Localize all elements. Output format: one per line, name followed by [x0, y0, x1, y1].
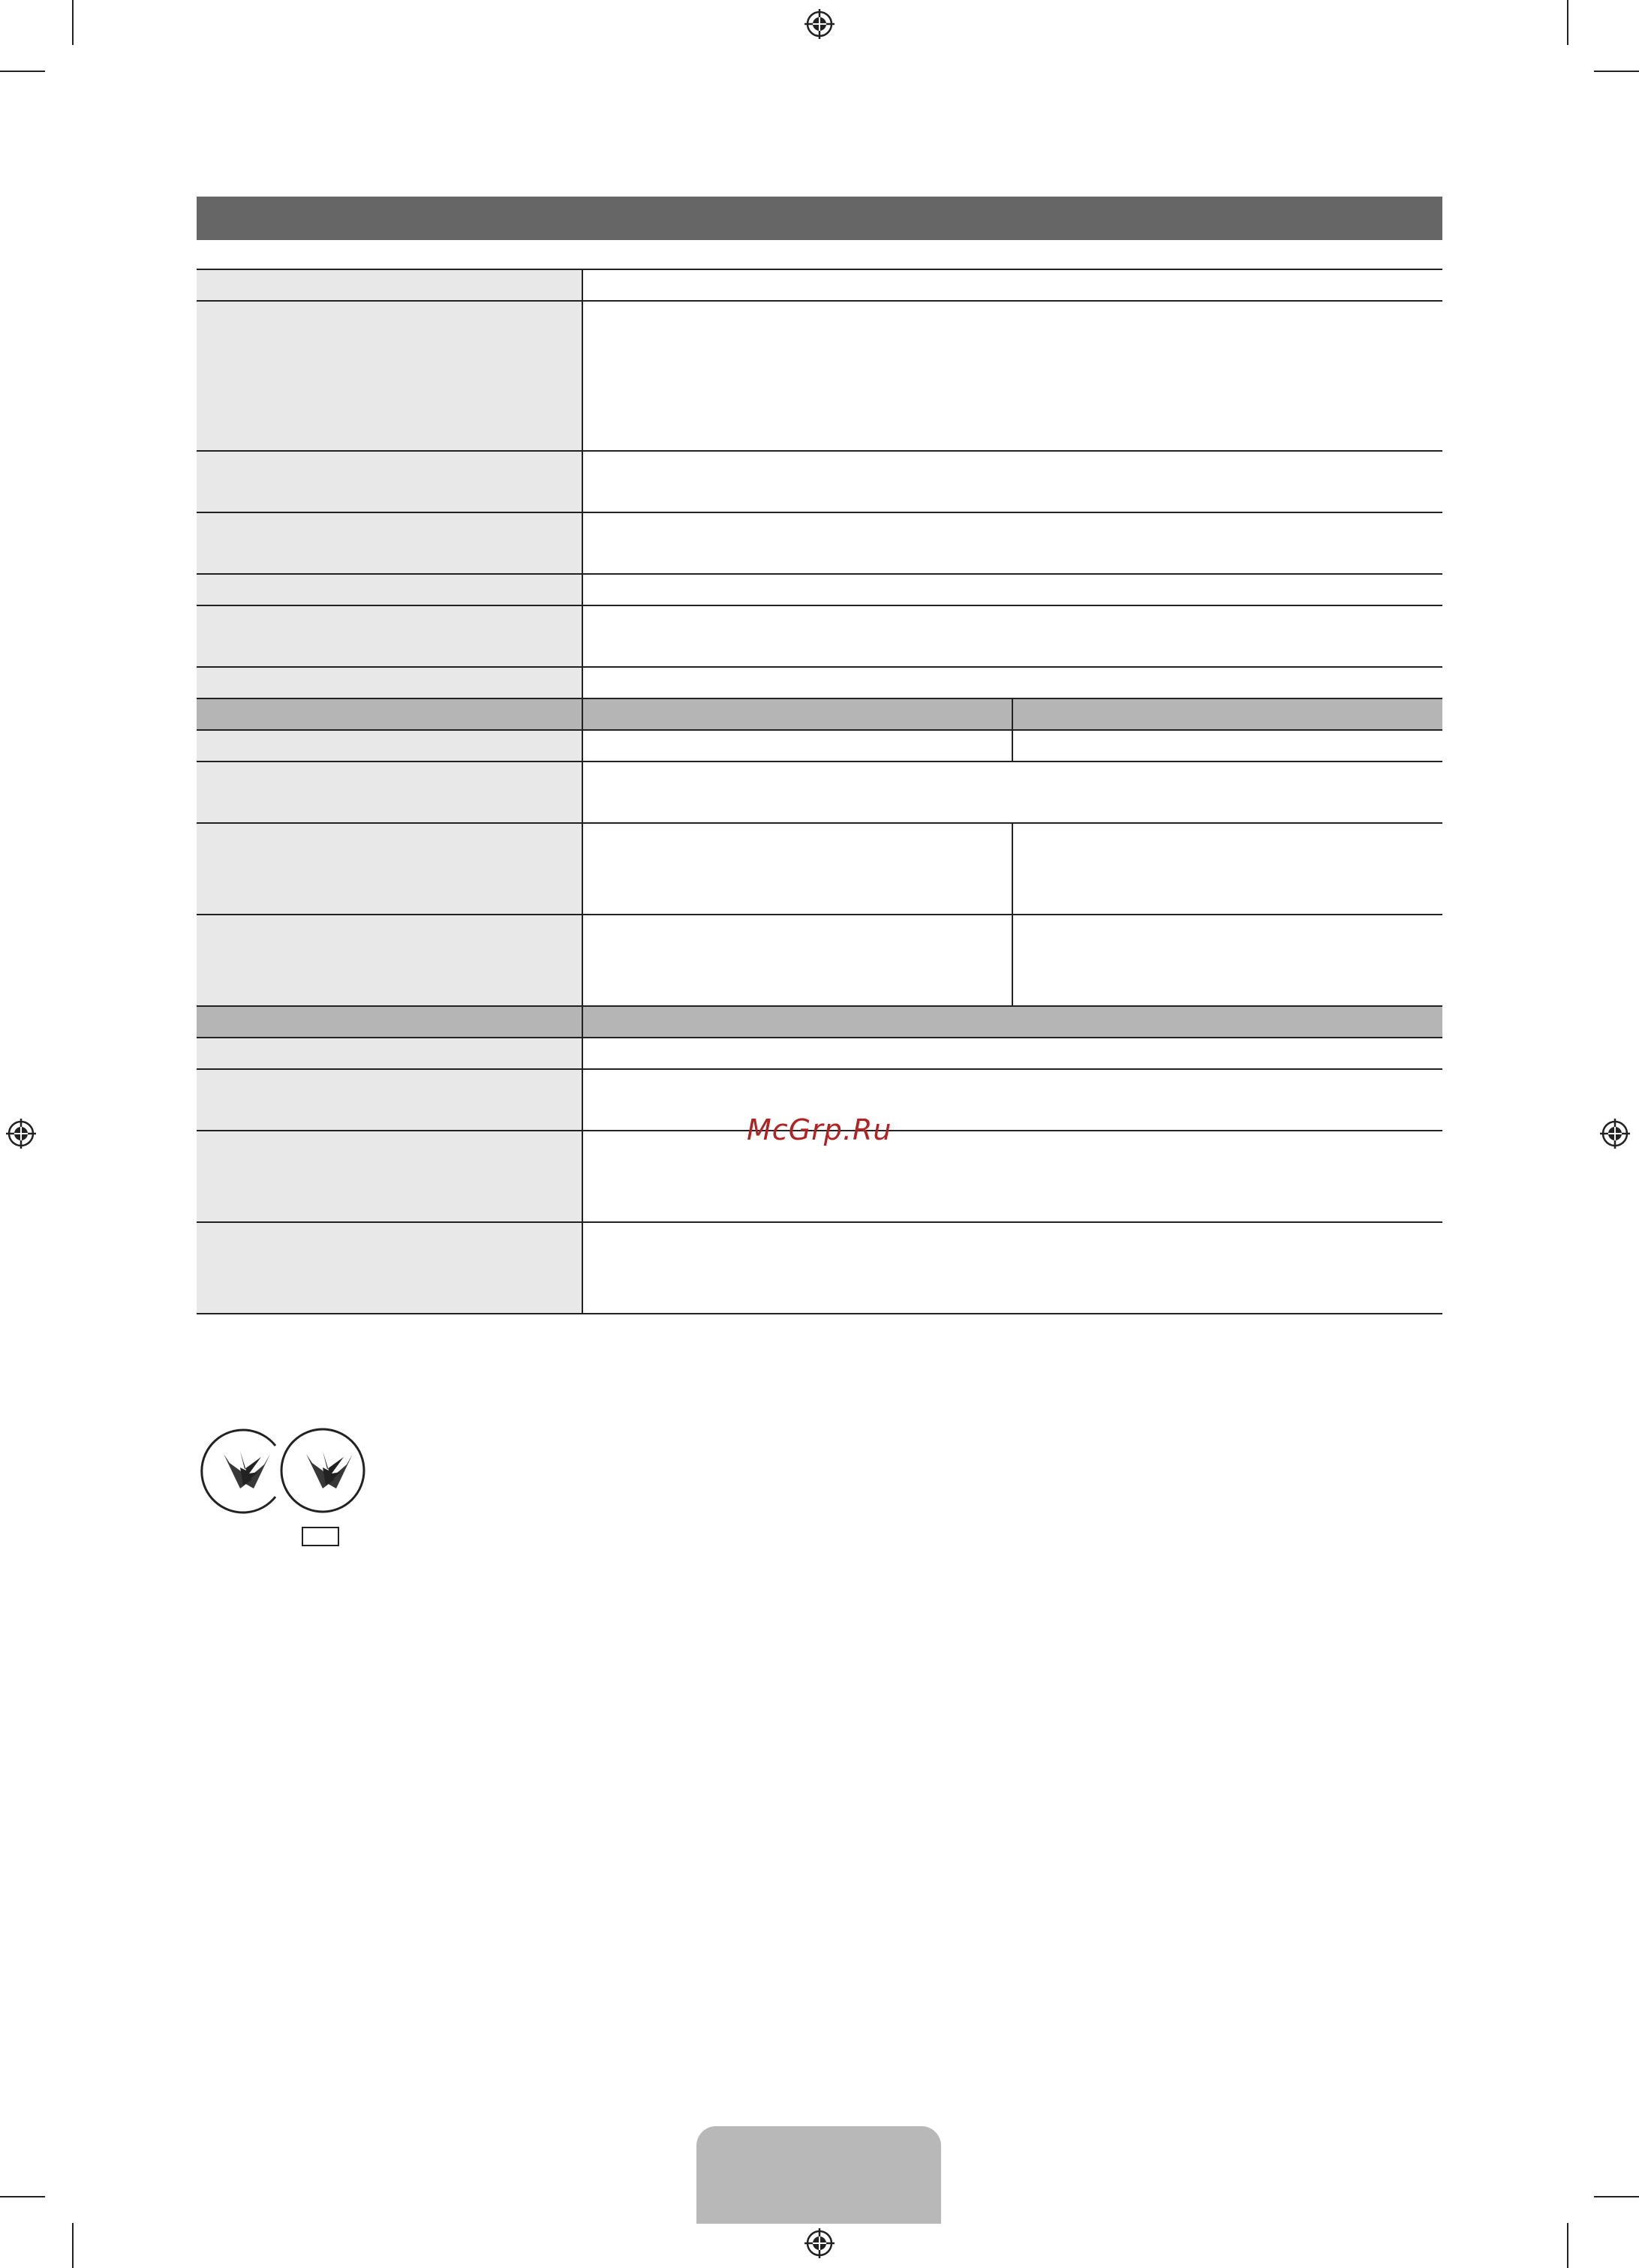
- crop-mark-top-left-vertical: [72, 0, 74, 45]
- watermark-text: McGrp.Ru: [747, 1113, 892, 1146]
- row-value: [582, 762, 1442, 823]
- table-row: [197, 730, 1442, 762]
- header-value-a: [582, 698, 1012, 730]
- row-value: [582, 451, 1442, 512]
- crop-mark-bottom-right-horizontal: [1594, 2196, 1639, 2197]
- row-value: [582, 301, 1442, 451]
- table-row: [197, 512, 1442, 574]
- row-value-b: [1012, 823, 1442, 915]
- table-row: [197, 1038, 1442, 1069]
- registration-mark-top-icon: [804, 9, 835, 39]
- page-number-tab: [696, 2126, 941, 2224]
- row-label: [197, 269, 582, 301]
- row-label: [197, 451, 582, 512]
- row-value: [582, 667, 1442, 698]
- section-title-bar: [197, 197, 1442, 240]
- row-value-a: [582, 823, 1012, 915]
- crop-mark-top-right-vertical: [1567, 0, 1568, 45]
- row-label: [197, 574, 582, 605]
- crop-mark-bottom-left-vertical: [72, 2223, 74, 2268]
- row-value: [582, 1069, 1442, 1131]
- specifications-table: [197, 269, 1442, 1314]
- row-value: [582, 1131, 1442, 1222]
- row-label: [197, 667, 582, 698]
- table-row: [197, 667, 1442, 698]
- row-value: [582, 512, 1442, 574]
- registration-mark-left-icon: [6, 1119, 36, 1149]
- table-header-row: [197, 1006, 1442, 1038]
- certification-code-box: [302, 1527, 339, 1546]
- row-label: [197, 1131, 582, 1222]
- crop-mark-bottom-left-horizontal: [0, 2196, 45, 2197]
- table-row: [197, 915, 1442, 1006]
- row-value: [582, 605, 1442, 667]
- row-value-b: [1012, 730, 1442, 762]
- certification-mark-icon: [197, 1425, 369, 1516]
- row-value: [582, 1038, 1442, 1069]
- table-row: [197, 269, 1442, 301]
- row-label: [197, 915, 582, 1006]
- row-label: [197, 512, 582, 574]
- header-value-b: [1012, 698, 1442, 730]
- header-label: [197, 1006, 582, 1038]
- row-value: [582, 269, 1442, 301]
- table-row: [197, 451, 1442, 512]
- row-label: [197, 301, 582, 451]
- row-value: [582, 1222, 1442, 1314]
- header-label: [197, 698, 582, 730]
- row-value-b: [1012, 915, 1442, 1006]
- table-row: [197, 762, 1442, 823]
- row-label: [197, 605, 582, 667]
- crop-mark-top-left-horizontal: [0, 71, 45, 72]
- row-label: [197, 730, 582, 762]
- row-value-a: [582, 915, 1012, 1006]
- table-row: [197, 1222, 1442, 1314]
- table-row: [197, 823, 1442, 915]
- row-label: [197, 823, 582, 915]
- header-value: [582, 1006, 1442, 1038]
- table-row: [197, 301, 1442, 451]
- row-label: [197, 1038, 582, 1069]
- row-label: [197, 1069, 582, 1131]
- crop-mark-top-right-horizontal: [1594, 71, 1639, 72]
- row-label: [197, 762, 582, 823]
- table-row: [197, 574, 1442, 605]
- row-label: [197, 1222, 582, 1314]
- row-value-a: [582, 730, 1012, 762]
- table-header-row: [197, 698, 1442, 730]
- registration-mark-bottom-icon: [804, 2228, 835, 2258]
- crop-mark-bottom-right-vertical: [1567, 2223, 1568, 2268]
- row-value: [582, 574, 1442, 605]
- registration-mark-right-icon: [1600, 1119, 1630, 1149]
- table-row: [197, 605, 1442, 667]
